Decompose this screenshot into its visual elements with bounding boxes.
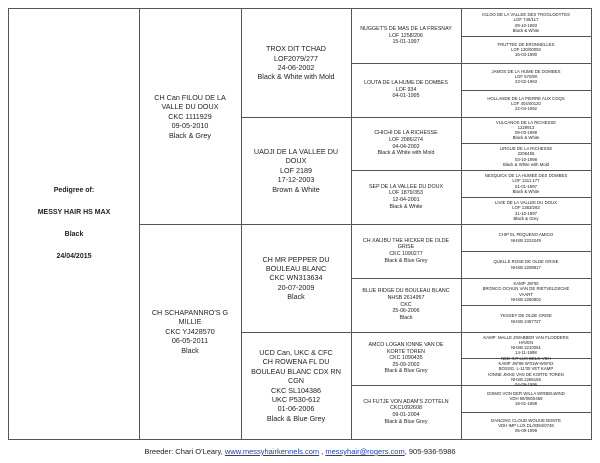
- pedigree-line: CH MR PEPPER DU: [262, 254, 330, 264]
- pedigree-line: NHSB 2487727: [511, 318, 541, 324]
- pedigree-line: LOF 1879/353: [389, 190, 423, 197]
- pedigree-line: Black & Grey: [513, 215, 539, 221]
- pedigree-line: VAART: [519, 291, 533, 297]
- pedigree-line: TROX DIT TCHAD: [265, 44, 327, 54]
- pedigree-line: CKC: [400, 301, 412, 308]
- pedigree-line: NHSB 2224249: [511, 237, 541, 243]
- pedigree-line: AMCO LOGAN IONNE VAN DE: [368, 341, 444, 348]
- ancestor-gen3-cell: [351, 332, 461, 385]
- pedigree-line: NED INT LUX BELG VDH: [501, 355, 551, 361]
- ancestor-gen3-cell: [351, 63, 461, 117]
- pedigree-line: JAMOS DE LA HUME DE DOMBES: [491, 68, 561, 74]
- pedigree-line: VULCANOS DE LA RICHESSE: [495, 119, 557, 125]
- website-link[interactable]: www.messyhairkennels.com: [224, 447, 320, 456]
- pedigree-line: NUGGET'S DE MAS DE LA FRESNAY: [360, 26, 452, 33]
- pedigree-line: Black: [181, 345, 199, 355]
- pedigree-line: 1229913: [517, 124, 535, 130]
- pedigree-line: CKC 1111929: [168, 111, 212, 121]
- pedigree-line: Black & White with Mold: [377, 150, 435, 157]
- dog-dob: 24/04/2015: [56, 253, 92, 261]
- pedigree-line: KAMP: MALLE ZWABBER VAN FLODDERS: [483, 334, 569, 340]
- ancestor-gen1-cell: [139, 224, 241, 439]
- pedigree-line: CKC 1090435: [389, 355, 423, 362]
- pedigree-line: Black & White with Mold: [257, 72, 335, 82]
- pedigree-line: CH SCHAPANNRO'S G: [151, 308, 229, 318]
- pedigree-line: KAMP JW'99 W'01W-WW'02: [498, 361, 554, 367]
- pedigree-line: BOULEAU BLANC CDX RN: [251, 366, 341, 376]
- pedigree-line: CKC SL104386: [271, 385, 321, 395]
- pedigree-line: 09-03-1999: [515, 130, 537, 135]
- ancestor-gen4-cell: [461, 9, 591, 36]
- pedigree-line: DANCING CLOUD WOLKIE BONTE: [491, 417, 561, 423]
- ancestor-gen1-cell: [139, 9, 241, 224]
- phone-number: , 905-936-5986: [404, 447, 456, 456]
- pedigree-line: CKC WN313634: [269, 273, 323, 283]
- pedigree-line: BRONCO OCHUN VAN DE RIETVELDSCHE: [482, 286, 570, 292]
- pedigree-line: 22-04-1992: [515, 106, 537, 112]
- pedigree-line: LIRGUE DE LA RICHESSE: [499, 146, 553, 152]
- pedigree-line: DISMO VON DER WILLA WIRBELWIND: [487, 390, 565, 396]
- pedigree-line: Black & White: [389, 203, 423, 210]
- pedigree-line: 18-01-1998: [515, 401, 537, 407]
- pedigree-line: UCD Can, UKC & CFC: [259, 348, 333, 358]
- pedigree-line: Black: [399, 314, 413, 321]
- ancestor-gen3-cell: [351, 224, 461, 278]
- ancestor-gen4-cell: [461, 355, 591, 387]
- pedigree-line: CH FUTJE VON ADAM'S ZOTTELN: [363, 398, 449, 405]
- pedigree-line: LOF2079/277: [274, 53, 318, 63]
- ancestor-gen3-cell: [351, 9, 461, 63]
- ancestor-gen2-cell: [241, 332, 351, 439]
- pedigree-line: LOF 130/00093: [511, 46, 541, 52]
- pedigree-line: 23-02-1993: [515, 79, 537, 85]
- pedigree-line: LOF 570/80: [514, 73, 538, 79]
- pedigree-line: LOF 745/117: [513, 17, 539, 23]
- pedigree-line: 04-09-1996: [515, 381, 537, 387]
- ancestor-gen3-cell: [351, 278, 461, 332]
- ancestor-gen4-cell: [461, 117, 591, 143]
- pedigree-line: 01-06-2006: [277, 404, 315, 414]
- pedigree-line: CH ROWENA FL DU: [262, 357, 330, 367]
- ancestor-gen4-cell: [461, 224, 591, 251]
- pedigree-line: Black & White: [512, 135, 540, 141]
- pedigree-line: LOF 2086/274: [389, 136, 423, 143]
- pedigree-line: Black & White: [512, 27, 540, 33]
- email-link[interactable]: messyhair@rogers.com: [325, 447, 405, 456]
- pedigree-line: 25-06-2006: [392, 308, 420, 315]
- ancestor-gen4-cell: [461, 278, 591, 305]
- ancestor-gen4-cell: [461, 305, 591, 332]
- pedigree-line: BOSSG. L-11'00 VET KAMP: [498, 366, 554, 372]
- pedigree-line: 01-01-1997: [515, 183, 537, 189]
- pedigree-line: BLUE RIDGE DU BOULEAU BLANC: [362, 288, 450, 295]
- pedigree-line: HAVEN: [518, 339, 534, 345]
- ancestor-gen4-cell: [461, 90, 591, 117]
- pedigree-line: NESQUICK DE LA HUMEE DES DOMBES: [484, 173, 568, 179]
- pedigree-line: 24-06-2002: [277, 63, 315, 72]
- ancestor-gen4-cell: [461, 63, 591, 90]
- ancestor-gen2-cell: [241, 117, 351, 224]
- ancestor-gen4-cell: [461, 412, 591, 439]
- pedigree-line: 04-04-2002: [392, 143, 420, 150]
- pedigree-line: CKC 1090277: [389, 251, 423, 257]
- pedigree-line: 04-01-1995: [392, 93, 420, 100]
- pedigree-line: NHSB 2208917: [511, 264, 541, 270]
- pedigree-line: NHSB 2614957: [387, 295, 425, 302]
- pedigree-line: CHIP EL PEQUENO AMIGO: [498, 232, 554, 238]
- pedigree-line: KORTE TOREN: [387, 348, 425, 355]
- pedigree-line: LIVIE DE LA VALLEE DU DOUX: [494, 200, 557, 206]
- pedigree-line: CGN: [288, 376, 304, 386]
- pedigree-line: 15-01-1997: [392, 39, 420, 46]
- ancestor-gen4-cell: [461, 36, 591, 63]
- pedigree-line: 20-07-2009: [277, 282, 315, 292]
- ancestor-gen3-cell: [351, 170, 461, 224]
- pedigree-line: CH Can FILOU DE LA: [154, 93, 226, 103]
- pedigree-line: IGLOO DE LA VALLEE DES TROGLODYTES: [482, 12, 570, 18]
- pedigree-line: YESSEY DE OLDE GRISE: [500, 313, 552, 319]
- pedigree-line: 25-09-2002: [392, 361, 420, 368]
- pedigree-line: DOUX: [285, 156, 307, 166]
- pedigree-line: GRISE: [397, 244, 415, 251]
- pedigree-line: LOF 934: [395, 86, 417, 93]
- pedigree-heading: Pedigree of:: [53, 186, 95, 194]
- pedigree-line: BOULEAU BLANC: [265, 263, 327, 273]
- breeder-footer: [0, 447, 600, 456]
- pedigree-line: HOLLANDE DE LA PIERRE AUX COQS: [487, 95, 565, 101]
- pedigree-line: 05-08-1999: [515, 428, 537, 434]
- ancestor-gen4-cell: [461, 332, 591, 358]
- footer-separator: ,: [319, 447, 326, 456]
- pedigree-line: Black: [287, 292, 305, 302]
- pedigree-line: IONNE JIKKE VAN DE KORTE TOREN: [488, 371, 564, 377]
- pedigree-line: FRUTTEE DE ERONNELLES: [497, 41, 555, 47]
- pedigree-line: 09-10-1993: [515, 22, 537, 28]
- pedigree-line: QUELLE ROSE DE OLDE GRISE: [493, 259, 559, 265]
- ancestor-gen4-cell: [461, 385, 591, 412]
- pedigree-line: LOF 1383/283: [512, 205, 540, 211]
- pedigree-line: Black & White: [512, 188, 540, 194]
- ancestor-gen3-cell: [351, 385, 461, 439]
- breeder-label: Breeder: Chari O'Leary,: [144, 447, 225, 456]
- pedigree-line: 17-12-2003: [277, 175, 315, 185]
- pedigree-line: VDH 98/0600459: [509, 395, 543, 401]
- pedigree-line: LOF 1258/206: [389, 32, 423, 39]
- pedigree-line: LOF 1311 177: [512, 178, 540, 184]
- pedigree-line: Black & Blue Grey: [384, 257, 428, 264]
- ancestor-gen4-cell: [461, 197, 591, 224]
- pedigree-line: LOF 2189: [280, 165, 312, 175]
- ancestor-gen4-cell: [461, 143, 591, 170]
- subject-dog-cell: [9, 9, 139, 439]
- pedigree-line: 03-10-1998: [515, 156, 537, 162]
- dog-name: MESSY HAIR HS MAX: [37, 208, 111, 216]
- pedigree-grid: [8, 8, 592, 440]
- pedigree-line: LOUTA DE LA HUME DE DOMBES: [364, 80, 448, 87]
- pedigree-line: 09-01-2004: [392, 412, 420, 418]
- pedigree-line: 21-10-1997: [515, 210, 537, 216]
- pedigree-line: Black & Grey: [169, 130, 211, 140]
- pedigree-line: Black & Blue Grey: [384, 418, 428, 425]
- pedigree-line: KAMP JW'00: [513, 281, 539, 287]
- ancestor-gen4-cell: [461, 170, 591, 197]
- pedigree-line: CKC YJ428570: [165, 326, 215, 336]
- pedigree-line: MILLIE: [178, 317, 202, 327]
- pedigree-line: 16-03-1990: [515, 52, 537, 58]
- pedigree-line: Black & Blue Grey: [384, 368, 428, 375]
- dog-color: Black: [64, 231, 84, 238]
- pedigree-line: NHSB 2210061: [511, 345, 541, 350]
- pedigree-line: 12-04-2001: [392, 197, 420, 203]
- pedigree-line: UADJI DE LA VALLEE DU: [253, 147, 339, 157]
- pedigree-line: 14-11-1998: [515, 350, 537, 356]
- pedigree-line: SEP DE LA VALLEE DU DOUX: [369, 183, 443, 190]
- pedigree-line: NHSB 2286156: [511, 376, 541, 382]
- ancestor-gen3-cell: [351, 117, 461, 170]
- ancestor-gen2-cell: [241, 224, 351, 332]
- pedigree-line: VDH IMP LUX DL/8394/0748: [498, 422, 554, 428]
- ancestor-gen2-cell: [241, 9, 351, 117]
- pedigree-line: Black & White with Mold: [502, 161, 550, 167]
- pedigree-line: CHICHI DE LA RICHESSE: [374, 130, 438, 137]
- pedigree-line: NHSB 2260802: [511, 296, 541, 302]
- pedigree-line: Brown & White: [272, 184, 320, 194]
- pedigree-line: VALLE DU DOUX: [161, 102, 219, 112]
- pedigree-line: CKC1092608: [390, 405, 422, 412]
- pedigree-line: Black & Blue Grey: [266, 413, 326, 423]
- pedigree-line: CH XALIBU THE HICKER DE OLDE: [362, 237, 450, 244]
- ancestor-gen4-cell: [461, 251, 591, 278]
- pedigree-line: UKC P530-612: [271, 394, 321, 404]
- pedigree-line: 09-05-2010: [171, 121, 209, 131]
- pedigree-line: 2206455: [517, 151, 535, 157]
- pedigree-line: 06-05-2011: [171, 336, 209, 346]
- pedigree-line: LOF 404/00120: [511, 100, 541, 106]
